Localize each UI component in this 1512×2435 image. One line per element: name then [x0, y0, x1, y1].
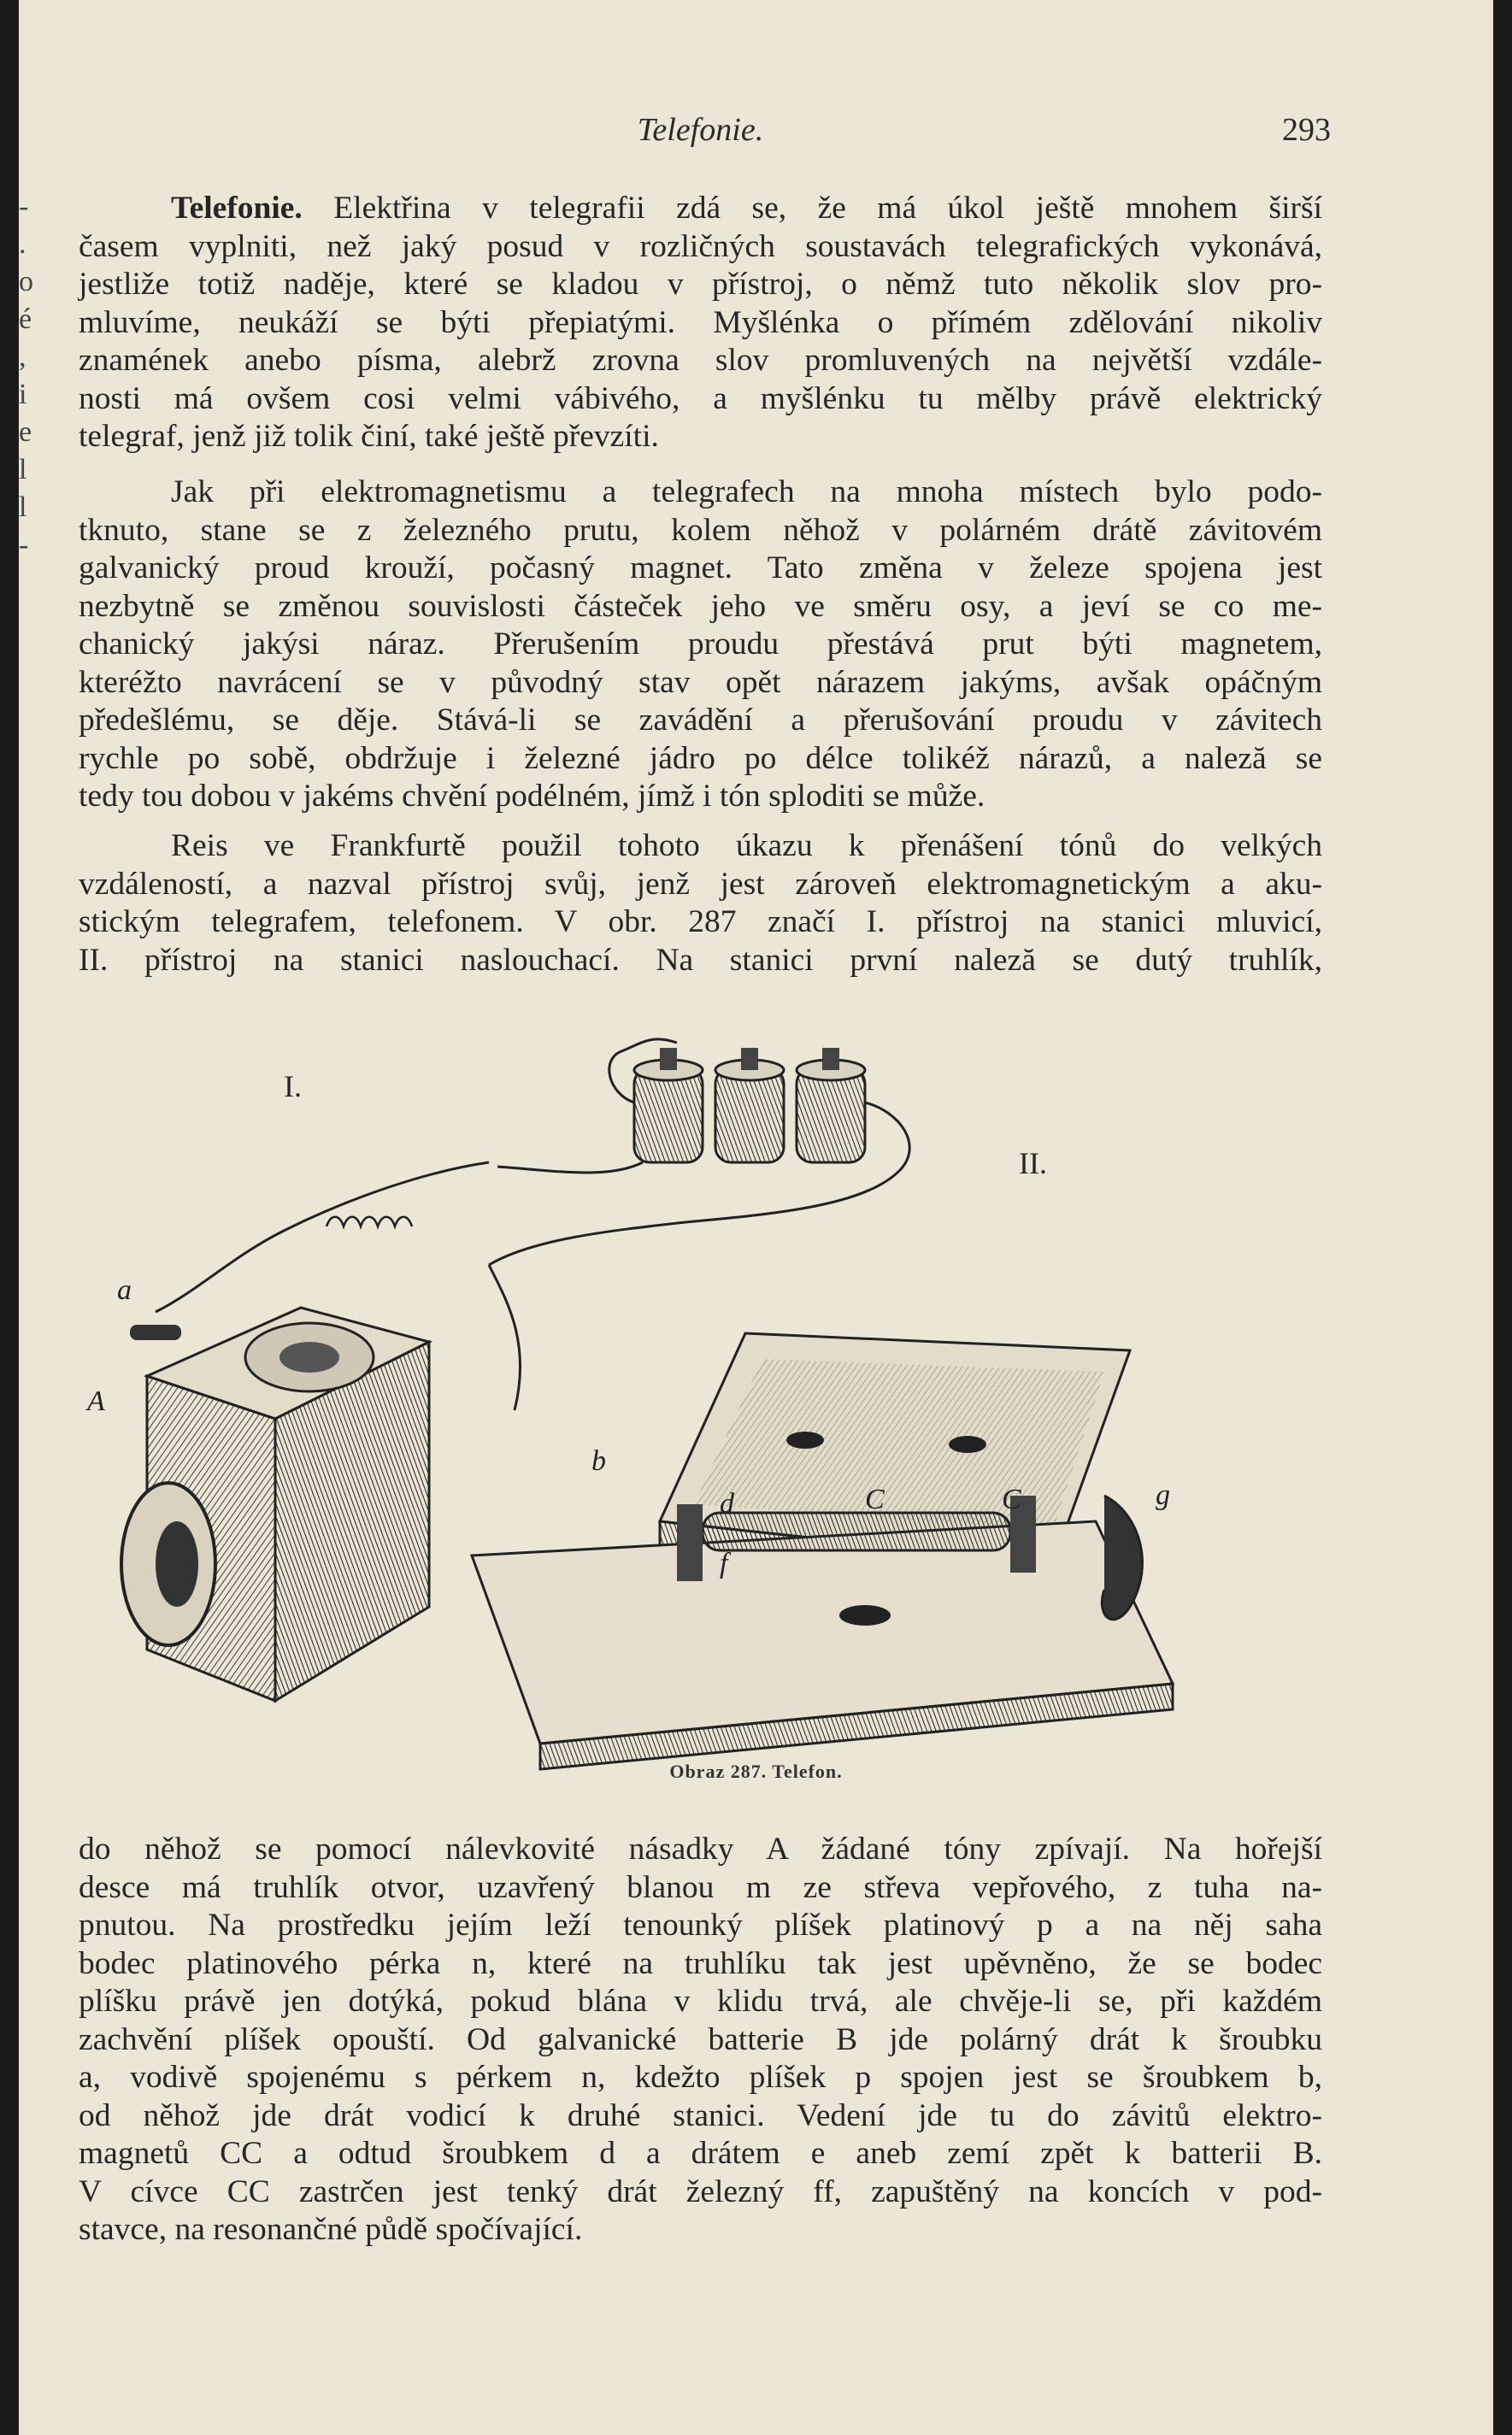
text-line: Jak při elektromagnetismu a telegrafech na mnoha místech bylo podo- — [171, 474, 1322, 509]
text-line: od něhož jde drát vodicí k druhé stanici. Vedení jde tu do závitů elektro- — [79, 2097, 1322, 2133]
running-head — [70, 111, 1331, 162]
letter-f: f — [720, 1548, 728, 1579]
text-line: kteréžto navrácení se v původný stav opět nárazem jakýms, avšak opáčným — [79, 664, 1322, 700]
text-line: stickým telegrafem, telefonem. V obr. 287 značí I. přístroj na stanici mluvicí, — [79, 904, 1322, 939]
text-line: Reis ve Frankfurtě použil tohoto úkazu k přenášení tónů do velkých — [171, 828, 1322, 863]
running-title: Telefonie. — [637, 112, 764, 148]
letter-C1: C — [865, 1484, 885, 1515]
paragraph-reis — [79, 827, 1322, 979]
book-page — [19, 0, 1493, 2435]
letter-C2: C — [1002, 1484, 1021, 1515]
line-text: Elektřina v telegrafii zdá se, že má úkol ještě mnohem širší — [333, 191, 1322, 226]
text-line: zachvění plíšek opouští. Od galvanické batterie B jde polárný drát k šroubku — [79, 2021, 1322, 2057]
margin-mark: é — [19, 303, 32, 335]
letter-a: a — [117, 1274, 132, 1306]
text-line: mluvíme, neukáží se býti přepiatými. Myšlénka o přímém zdělování nikoliv — [79, 304, 1322, 340]
telephone-illustration — [87, 1017, 1292, 1744]
text-line: nezbytně se změnou souvislosti částeček jeho ve směru osy, a jeví se co me- — [79, 588, 1322, 624]
text-line: galvanický proud krouží, počasný magnet. Tato změna v železe spojena jest — [79, 550, 1322, 585]
transmitter-box — [121, 1308, 429, 1701]
text-line: V cívce CC zastrčen jest tenký drát železný ff, zapuštěný na koncích v pod- — [79, 2173, 1322, 2209]
margin-mark: - — [19, 529, 29, 561]
margin-mark: l — [19, 491, 27, 523]
paragraph-telefonie — [79, 190, 1322, 456]
text-line: tedy tou dobou v jakéms chvění podélném, jímž i tón sploditi se může. — [79, 779, 985, 814]
margin-mark: - — [19, 191, 29, 222]
margin-mark: e — [19, 416, 32, 448]
station-label-II: II. — [1019, 1146, 1047, 1180]
text-line: desce má truhlík otvor, uzavřený blanou m ze střeva vepřového, z tuha na- — [79, 1869, 1322, 1905]
text-line: rychle po sobě, obdržuje i železné jádro po délce tolikéž nárazů, a naleză se — [79, 740, 1322, 776]
letter-g: g — [1156, 1479, 1170, 1511]
figure-caption: Obraz 287. Telefon. — [669, 1761, 843, 1782]
margin-mark: . — [19, 228, 26, 260]
letter-b: b — [591, 1445, 606, 1477]
text-line: bodec platinového pérka n, které na truhlíku tak jest upěvněno, že se bodec — [79, 1945, 1322, 1981]
text-line: telegraf, jenž již tolik činí, také ještě převzíti. — [79, 419, 659, 454]
text-line: stavce, na resonančné půdě spočívající. — [79, 2212, 583, 2247]
text-line: předešlému, se děje. Stává-li se zavádění a přerušování proudu v závitech — [79, 703, 1322, 738]
margin-mark: o — [19, 266, 33, 297]
page-number: 293 — [1282, 112, 1331, 148]
text-line: do něhož se pomocí nálevkovité násadky A žádané tóny zpívají. Na hořejší — [79, 1832, 1322, 1867]
reis-telephone-engraving — [87, 1017, 1292, 1744]
paragraph-description — [79, 1831, 1322, 2250]
text-line: časem vyplniti, než jaký posud v rozličných soustavách telegrafických vykonává, — [79, 228, 1322, 264]
text-line: II. přístroj na stanici naslouchací. Na stanici první naleză se dutý truhlík, — [79, 942, 1322, 978]
station-label-I: I. — [284, 1069, 302, 1103]
text-line: znamének anebo písma, alebrž zrovna slov promluvených na největší vzdále- — [79, 343, 1322, 378]
letter-A: A — [87, 1385, 105, 1417]
text-line: plíšku právě jen dotýká, pokud blána v klidu trvá, ale chvěje-li se, při každém — [79, 1984, 1322, 2019]
text-line: chanický jakýsi náraz. Přerušením proudu přestává prut býti magnetem, — [79, 626, 1322, 662]
text-line: nosti má ovšem cosi velmi vábivého, a myšlénku tu mělby právě elektrický — [79, 380, 1322, 416]
margin-mark: , — [19, 341, 26, 373]
margin-bleed-marks — [19, 188, 53, 564]
section-lead: Telefonie. — [171, 191, 303, 226]
text-line: jestliže totiž naděje, které se kladou v přístroj, o němž tuto několik slov pro- — [79, 267, 1322, 302]
paragraph-electromagnetism — [79, 473, 1322, 816]
margin-mark: i — [19, 379, 27, 410]
text-line: vzdáleností, a nazval přístroj svůj, jenž jest zároveň elektromagnetickým a aku- — [79, 866, 1322, 902]
text-line: magnetů CC a odtud šroubkem d a drátem e aneb zemí zpět k batterii B. — [79, 2136, 1322, 2171]
text-line — [79, 190, 1322, 228]
receiver-base — [472, 1333, 1173, 1769]
margin-mark: l — [19, 454, 27, 485]
battery-cells — [634, 1048, 865, 1162]
text-line: pnutou. Na prostředku jejím leží tenounký plíšek platinový p a na něj saha — [79, 1908, 1322, 1943]
text-line: tknuto, stane se z železného prutu, kolem něhož v polárném drátě závitovém — [79, 512, 1322, 548]
text-line: a, vodivě spojenému s pérkem n, kdežto plíšek p spojen jest se šroubkem b, — [79, 2060, 1322, 2095]
letter-d: d — [720, 1488, 734, 1520]
